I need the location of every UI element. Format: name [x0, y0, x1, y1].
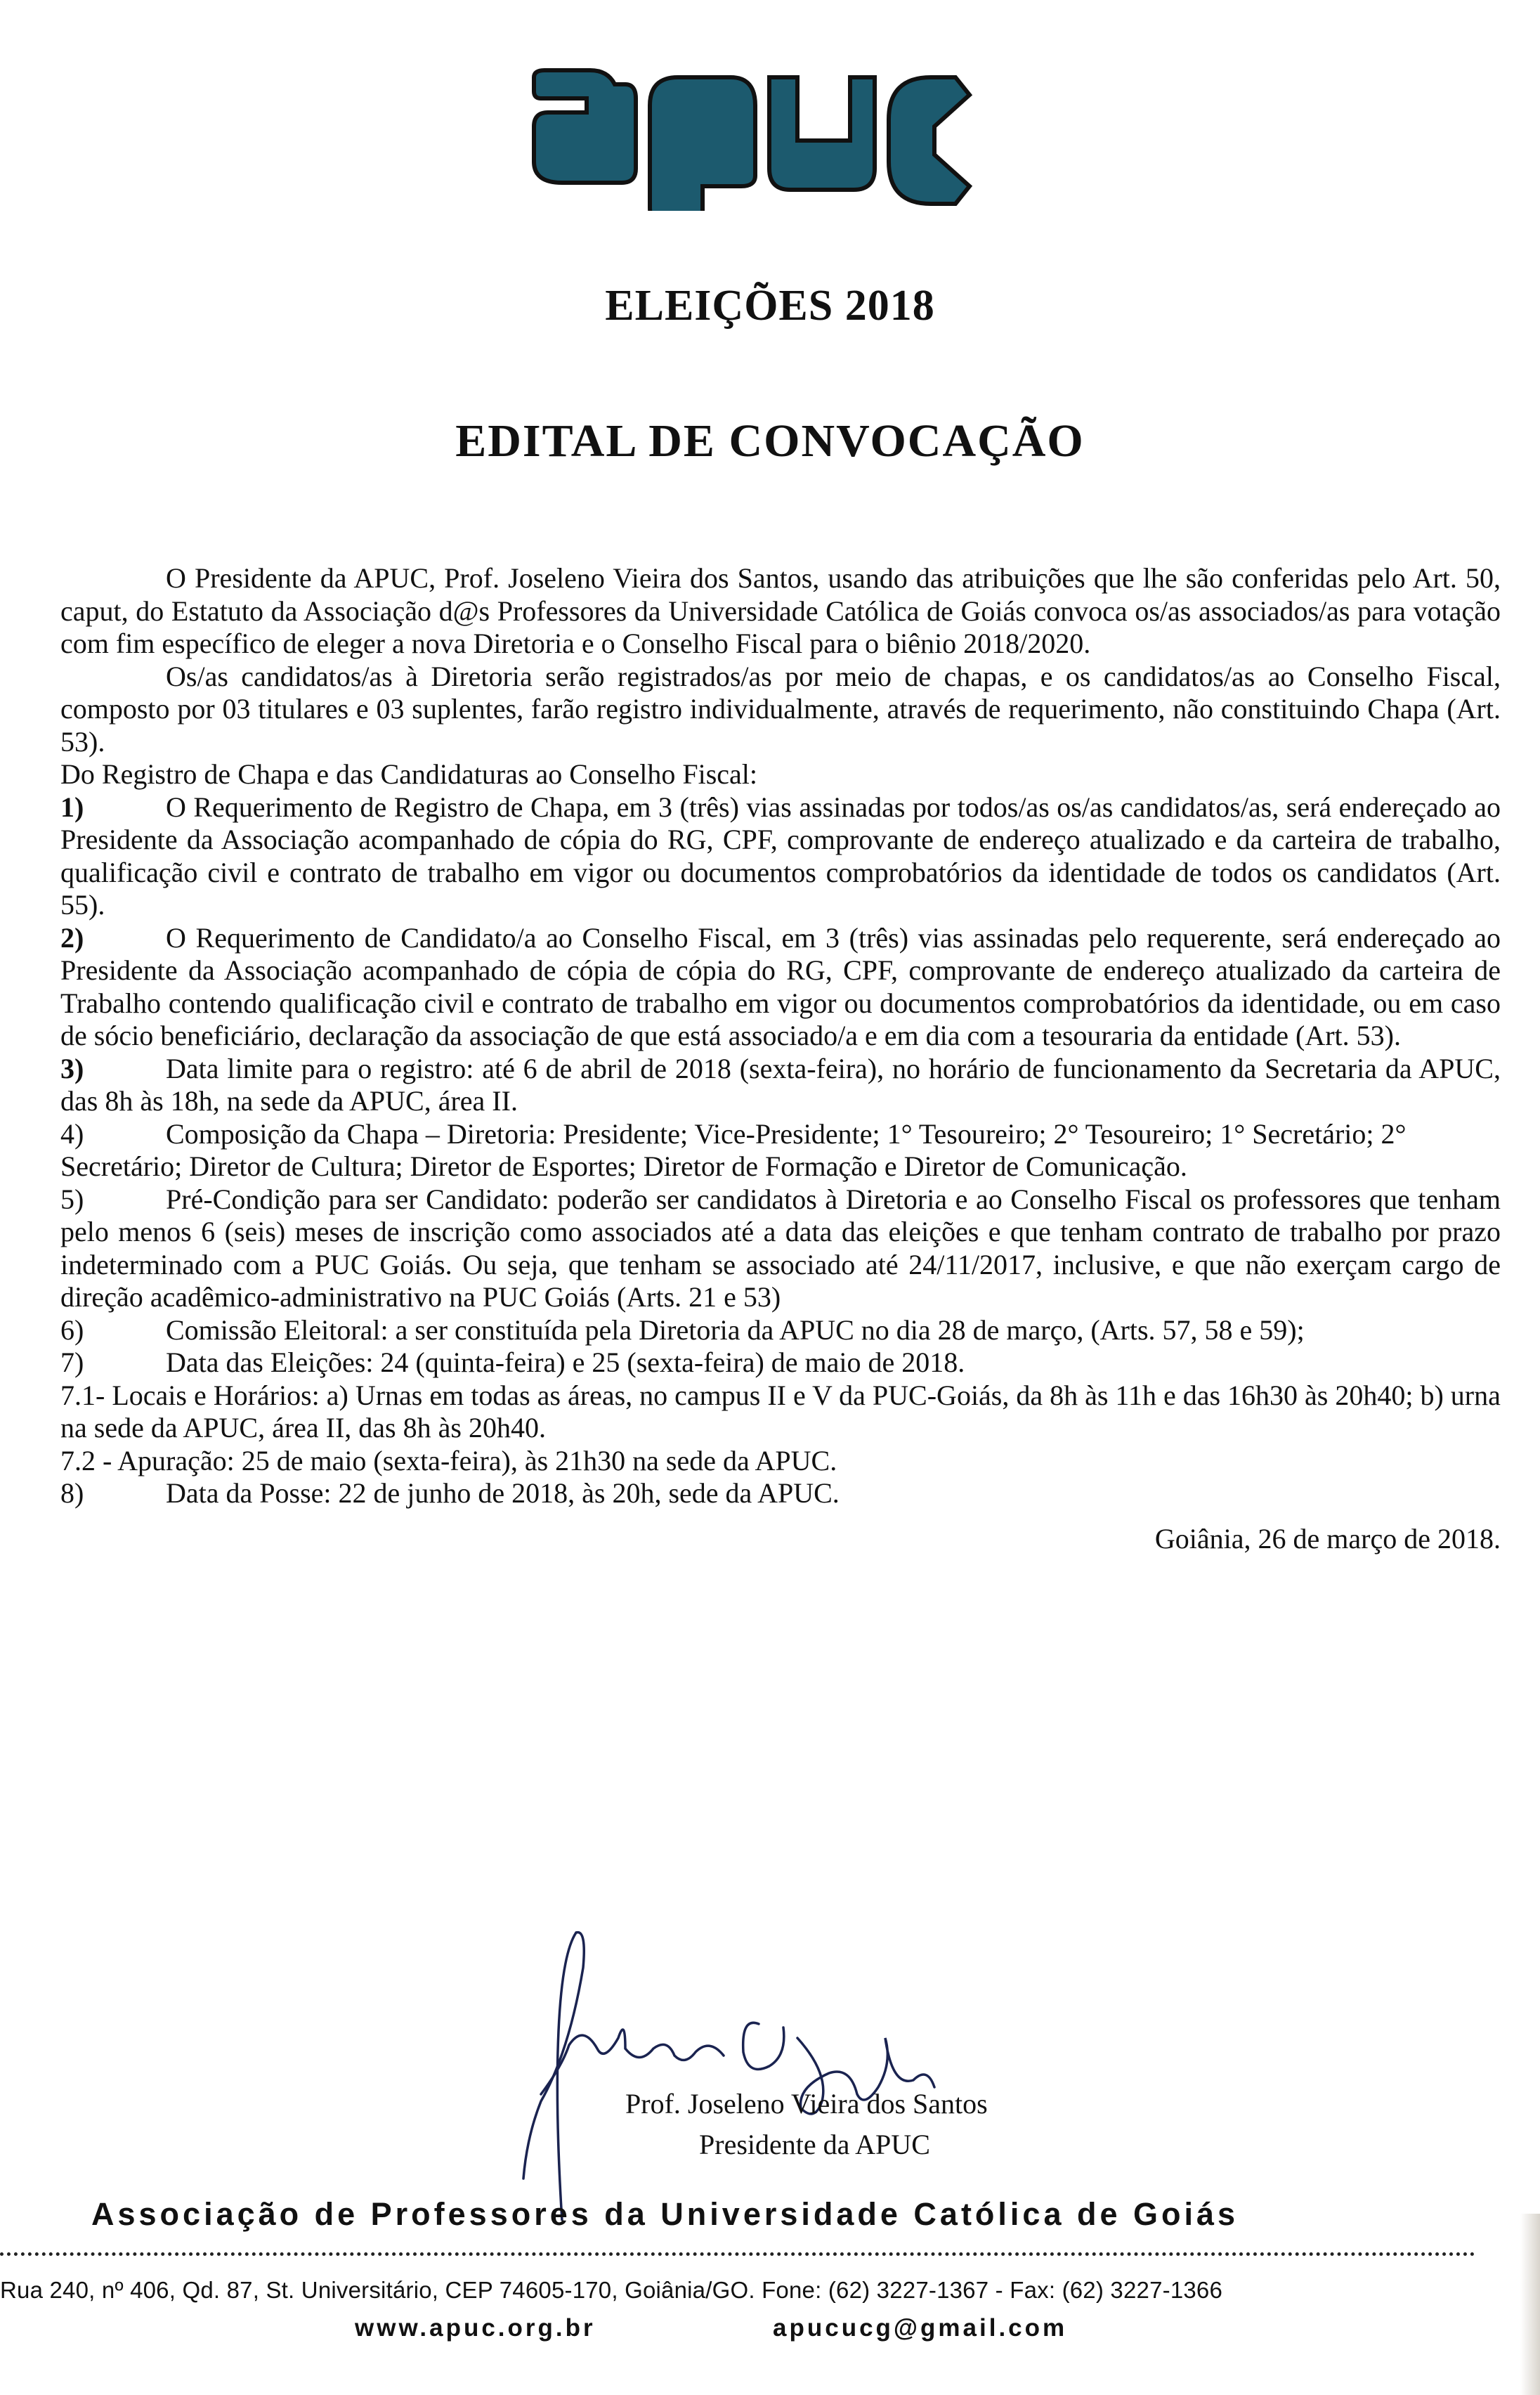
list-item [60, 1118, 1501, 1183]
item-text: Data da Posse: 22 de junho de 2018, às 20h, sede da APUC. [166, 1477, 840, 1509]
document-body [60, 562, 1501, 1555]
signer-role: Presidente da APUC [699, 2129, 930, 2160]
handwritten-signature [520, 1926, 1152, 2221]
item-number: 3) [60, 1052, 84, 1084]
item-text: Pré-Condição para ser Candidato: poderão ser candidatos à Diretoria e ao Conselho Fiscal os professores que tenham pelo menos 6 (seis) meses de inscrição como associados até a data das eleições e que tenham contrato de trabalho por prazo indeterminado com a PUC Goiás. Ou seja, que tenham se associado até 24/11/2017, inclusive, e que não exerçam cargo de direção acadêmico-administrativo na PUC Goiás (Arts. 21 e 53) [60, 1183, 1501, 1313]
footer-website[interactable]: www.apuc.org.br [355, 2314, 596, 2342]
list-item [60, 791, 1501, 922]
item-text: O Requerimento de Registro de Chapa, em 3 (três) vias assinadas por todos/as os/as candidatos/as, será endereçado ao Presidente da Associação acompanhado de cópia do RG, CPF, comprovante de endereço atualizado e da carteira de trabalho, qualificação civil e contrato de trabalho em vigor ou documentos comprobatórios da identidade de todos os candidatos (Art. 55). [60, 791, 1501, 921]
footer-address: Rua 240, nº 406, Qd. 87, St. Universitário, CEP 74605-170, Goiânia/GO. Fone: (62) 3227-1367 - Fax: (62) 3227-1366 [0, 2277, 1223, 2303]
list-item [60, 1053, 1501, 1118]
item-number: 6) [60, 1313, 84, 1346]
list-item [60, 1183, 1501, 1314]
list-item [60, 1477, 1501, 1510]
item-number: 4) [60, 1117, 84, 1150]
list-item [60, 1346, 1501, 1380]
apuc-logo-graphic [520, 56, 984, 211]
sub-item: 7.1- Locais e Horários: a) Urnas em todas as áreas, no campus II e V da PUC-Goiás, da 8h às 11h e das 16h30 às 20h40; b) urna na sede da APUC, área II, das 8h às 20h40. [60, 1379, 1501, 1443]
apuc-logo [520, 56, 984, 211]
list-item [60, 922, 1501, 1053]
item-text: Composição da Chapa – Diretoria: Presidente; Vice-Presidente; 1° Tesoureiro; 2° Tesoureiro; 1° Secretário; 2° Secretário; Diretor de Cultura; Diretor de Esportes; Diretor de Formação e Diretor de Comunicação. [60, 1117, 1407, 1182]
item-number: 2) [60, 921, 84, 954]
item-text: O Requerimento de Candidato/a ao Conselho Fiscal, em 3 (três) vias assinadas pelo requerente, será endereçado ao Presidente da Associação acompanhado de cópia de cópia do RG, CPF, comprovante de endereço atualizado da carteira de Trabalho contendo qualificação civil e contrato de trabalho em vigor ou documentos comprobatórios da identidade, ou em caso de sócio beneficiário, declaração da associação de que está associado/a e em dia com a tesouraria da entidade (Art. 53). [60, 921, 1501, 1051]
item-number: 7) [60, 1346, 84, 1378]
sub-item: 7.2 - Apuração: 25 de maio (sexta-feira), às 21h30 na sede da APUC. [60, 1444, 837, 1476]
document-subtitle: EDITAL DE CONVOCAÇÃO [455, 415, 1085, 467]
item-number: 1) [60, 791, 84, 823]
document-title: ELEIÇÕES 2018 [605, 282, 935, 330]
intro-paragraph: Os/as candidatos/as à Diretoria serão registrados/as por meio de chapas, e os candidatos/as ao Conselho Fiscal, composto por 03 titulares e 03 suplentes, farão registro individualmente, através de requerimento, não constituindo Chapa (Art. 53). [60, 660, 1501, 758]
place-date: Goiânia, 26 de março de 2018. [1154, 1522, 1501, 1555]
list-item [60, 1314, 1501, 1347]
item-text: Data limite para o registro: até 6 de abril de 2018 (sexta-feira), no horário de funcionamento da Secretaria da APUC, das 8h às 18h, na sede da APUC, área II. [60, 1052, 1501, 1117]
item-text: Comissão Eleitoral: a ser constituída pela Diretoria da APUC no dia 28 de março, (Arts. 57, 58 e 59); [166, 1313, 1305, 1346]
section-heading: Do Registro de Chapa e das Candidaturas ao Conselho Fiscal: [60, 758, 758, 790]
footer-email[interactable]: apucucg@gmail.com [773, 2314, 1068, 2342]
signature-block [520, 2010, 1152, 2193]
item-number: 5) [60, 1183, 84, 1215]
page-edge-shadow [1520, 2214, 1540, 2395]
intro-paragraph: O Presidente da APUC, Prof. Joseleno Vieira dos Santos, usando das atribuições que lhe são conferidas pelo Art. 50, caput, do Estatuto da Associação d@s Professores da Universidade Católica de Goiás convoca os/as associados/as para votação com fim específico de eleger a nova Diretoria e o Conselho Fiscal para o biênio 2018/2020. [60, 562, 1501, 659]
item-text: Data das Eleições: 24 (quinta-feira) e 25 (sexta-feira) de maio de 2018. [166, 1346, 965, 1378]
item-number: 8) [60, 1477, 84, 1509]
footer-organization: Associação de Professores da Universidade Católica de Goiás [91, 2196, 1239, 2232]
footer-divider [0, 2252, 1475, 2256]
signer-name: Prof. Joseleno Vieira dos Santos [625, 2088, 988, 2120]
